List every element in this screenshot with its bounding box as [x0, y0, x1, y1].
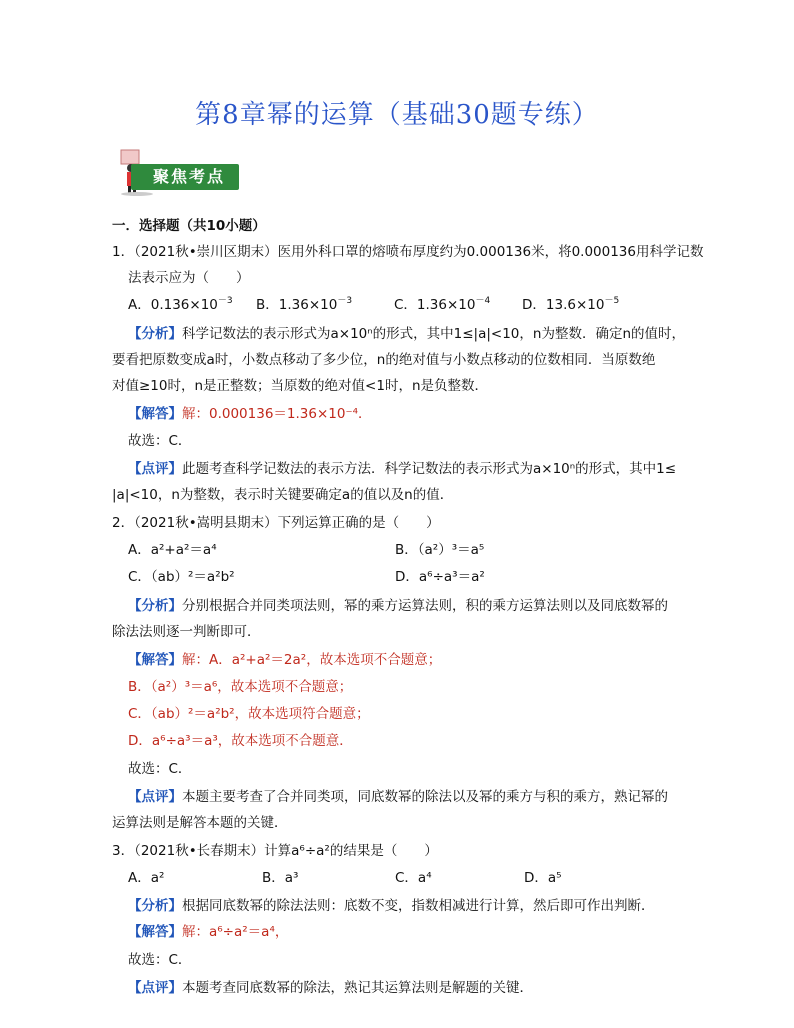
q2-option-d: D．a⁶÷a³＝a² [395, 569, 485, 585]
section-banner [117, 148, 239, 196]
q1-options [128, 295, 619, 315]
q3-choose: 故选：C． [128, 952, 192, 968]
q2-option-a: A．a²+a²＝a⁴ [128, 542, 217, 558]
banner-text: 聚焦考点 [153, 167, 226, 186]
q1-option-a: A．$0.136\times 10^{-3}$ [128, 296, 233, 313]
q3-option-b: B．a³ [262, 870, 299, 886]
q3-comment: 【点评】本题考查同底数幂的除法，熟记其运算法则是解题的关键． [128, 980, 533, 996]
q3-option-c: C．a⁴ [395, 870, 432, 886]
q1-stem-line1: 1．（2021秋•崇川区期末）医用外科口罩的熔喷布厚度约为0.000136米，将0.000136用科学记数 [112, 244, 704, 260]
q3-analysis: 【分析】根据同底数幂的除法法则：底数不变，指数相减进行计算，然后即可作出判断． [128, 898, 655, 914]
q3-option-a: A．a² [128, 870, 165, 886]
q2-answer-line4: D．a⁶÷a³＝a³，故本选项不合题意． [128, 733, 353, 749]
q1-comment-line2: |a|<10，n为整数，表示时关键要确定a的值以及n的值． [112, 487, 454, 503]
q3-answer: 【解答】解：a⁶÷a²＝a⁴， [128, 924, 289, 940]
q1-analysis-line1: 【分析】科学记数法的表示形式为a×10ⁿ的形式，其中1≤|a|<10，n为整数．确定n的值时， [128, 326, 686, 342]
q3-stem: 3．（2021秋•长春期末）计算a⁶÷a²的结果是（ ） [112, 843, 438, 859]
q2-answer-line2: B．（a²）³＝a⁶，故本选项不合题意； [128, 679, 353, 695]
section-heading: 一．选择题（共10小题） [112, 218, 266, 234]
q1-choose: 故选：C． [128, 433, 192, 449]
q2-option-b: B．（a²）³＝a⁵ [395, 542, 485, 558]
q1-option-d: D．$13.6\times 10^{-5}$ [522, 296, 620, 313]
page-title: 第8章幂的运算（基础30题专练） [195, 100, 599, 130]
q2-stem: 2．（2021秋•嵩明县期末）下列运算正确的是（ ） [112, 515, 440, 531]
q1-option-c: C．$1.36\times 10^{-4}$ [394, 296, 491, 313]
q1-comment-line1: 【点评】此题考查科学记数法的表示方法．科学记数法的表示形式为a×10ⁿ的形式，其中1≤ [128, 461, 677, 477]
q2-analysis-line1: 【分析】分别根据合并同类项法则，幂的乘方运算法则，积的乘方运算法则以及同底数幂的 [128, 598, 668, 614]
q2-answer-line3: C．（ab）²＝a²b²，故本选项符合题意； [128, 706, 370, 722]
q2-analysis-line2: 除法法则逐一判断即可． [112, 624, 261, 640]
q2-comment-line2: 运算法则是解答本题的关键． [112, 815, 288, 831]
q2-comment-line1: 【点评】本题主要考查了合并同类项，同底数幂的除法以及幂的乘方与积的乘方，熟记幂的 [128, 789, 668, 805]
q2-option-c: C．（ab）²＝a²b² [128, 569, 235, 585]
q2-answer-line1: 【解答】解：A．a²+a²＝2a²，故本选项不合题意； [128, 652, 442, 668]
q1-option-b: B．$1.36\times 10^{-3}$ [256, 296, 353, 313]
q2-choose: 故选：C． [128, 761, 192, 777]
q1-analysis-line2: 要看把原数变成a时，小数点移动了多少位，n的绝对值与小数点移动的位数相同．当原数绝 [112, 352, 656, 368]
q1-stem-line2: 法表示应为（ ） [128, 270, 250, 286]
q1-answer: 【解答】解：0.000136＝1.36×10⁻⁴． [128, 406, 372, 422]
q3-option-d: D．a⁵ [524, 870, 562, 886]
q1-analysis-line3: 对值≥10时，n是正整数；当原数的绝对值<1时，n是负整数． [112, 378, 489, 394]
